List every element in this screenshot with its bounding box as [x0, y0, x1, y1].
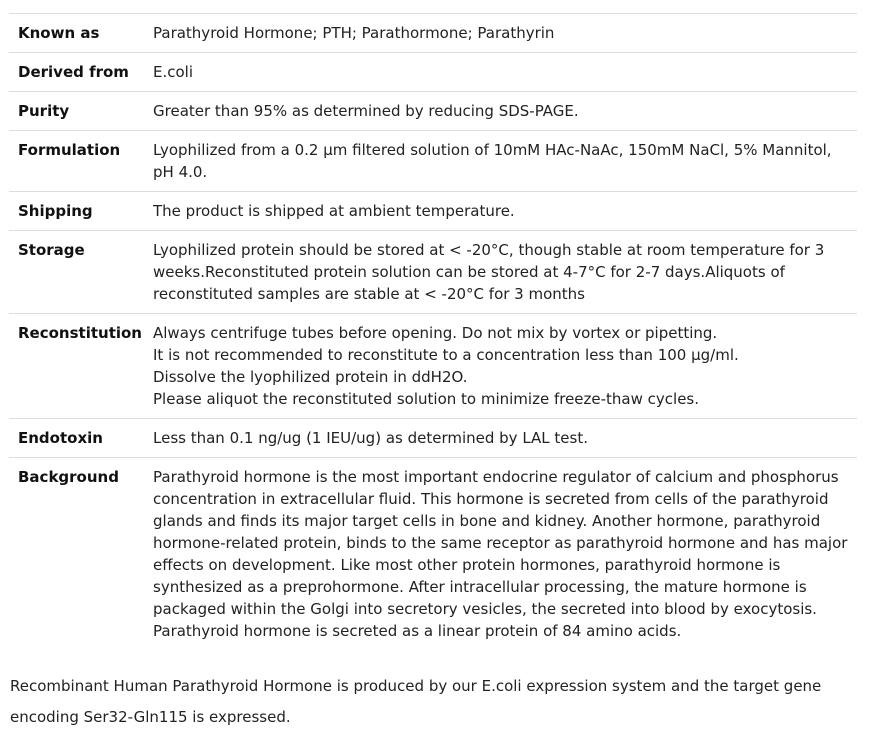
spec-row-reconstitution — [9, 314, 857, 419]
spec-row-derived-from — [9, 53, 857, 92]
spec-row-storage — [9, 231, 857, 314]
spec-label: Endotoxin — [18, 429, 103, 447]
reconstitution-line: Always centrifuge tubes before opening. Do not mix by vortex or pipetting. — [153, 324, 718, 342]
reconstitution-line: Please aliquot the reconstituted solution to minimize freeze-thaw cycles. — [153, 390, 700, 408]
spec-value: Lyophilized from a 0.2 μm filtered solution of 10mM HAc-NaAc, 150mM NaCl, 5% Mannitol, pH 4.0. — [153, 141, 832, 181]
spec-value: Parathyroid Hormone; PTH; Parathormone; Parathyrin — [153, 24, 555, 42]
spec-row-purity — [9, 92, 857, 131]
spec-value — [142, 314, 857, 419]
spec-label: Background — [18, 468, 119, 486]
spec-row-endotoxin — [9, 419, 857, 458]
spec-label: Formulation — [18, 141, 121, 159]
spec-value: Less than 0.1 ng/ug (1 IEU/ug) as determined by LAL test. — [153, 429, 588, 447]
product-description-footer: Recombinant Human Parathyroid Hormone is produced by our E.coli expression system and the target gene encoding Ser32-Gln115 is expressed. — [10, 677, 822, 726]
spec-label: Known as — [18, 24, 100, 42]
spec-value: The product is shipped at ambient temperature. — [153, 202, 515, 220]
spec-value: E.coli — [153, 63, 194, 81]
spec-label: Shipping — [18, 202, 93, 220]
spec-value: Lyophilized protein should be stored at < -20°C, though stable at room temperature for 3 weeks.Reconstituted protein solution can be stored at 4-7°C for 2-7 days.Aliquots of reconstituted samples are stable at < -20°C for 3 months — [153, 241, 825, 303]
reconstitution-line: Dissolve the lyophilized protein in ddH2O. — [153, 368, 468, 386]
spec-row-background — [9, 458, 857, 651]
spec-row-known-as — [9, 14, 857, 53]
spec-label: Reconstitution — [18, 324, 142, 342]
spec-value: Parathyroid hormone is the most important endocrine regulator of calcium and phosphorus concentration in extracellular fluid. This hormone is secreted from cells of the parathyroid glands and finds its major target cells in bone and kidney. Another hormone, parathyroid hormone-related protein, binds to the same receptor as parathyroid hormone and has major effects on development. Like most other protein hormones, parathyroid hormone is synthesized as a preprohormone. After intracellular processing, the mature hormone is packaged within the Golgi into secretory vesicles, the secreted into blood by exocytosis. Parathyroid hormone is secreted as a linear protein of 84 amino acids. — [153, 468, 848, 640]
reconstitution-line: It is not recommended to reconstitute to a concentration less than 100 μg/ml. — [153, 346, 739, 364]
product-spec-table — [9, 13, 857, 650]
spec-row-shipping — [9, 192, 857, 231]
spec-value: Greater than 95% as determined by reducing SDS-PAGE. — [153, 102, 579, 120]
spec-label: Purity — [18, 102, 70, 120]
spec-label: Storage — [18, 241, 85, 259]
spec-label: Derived from — [18, 63, 129, 81]
spec-row-formulation — [9, 131, 857, 192]
